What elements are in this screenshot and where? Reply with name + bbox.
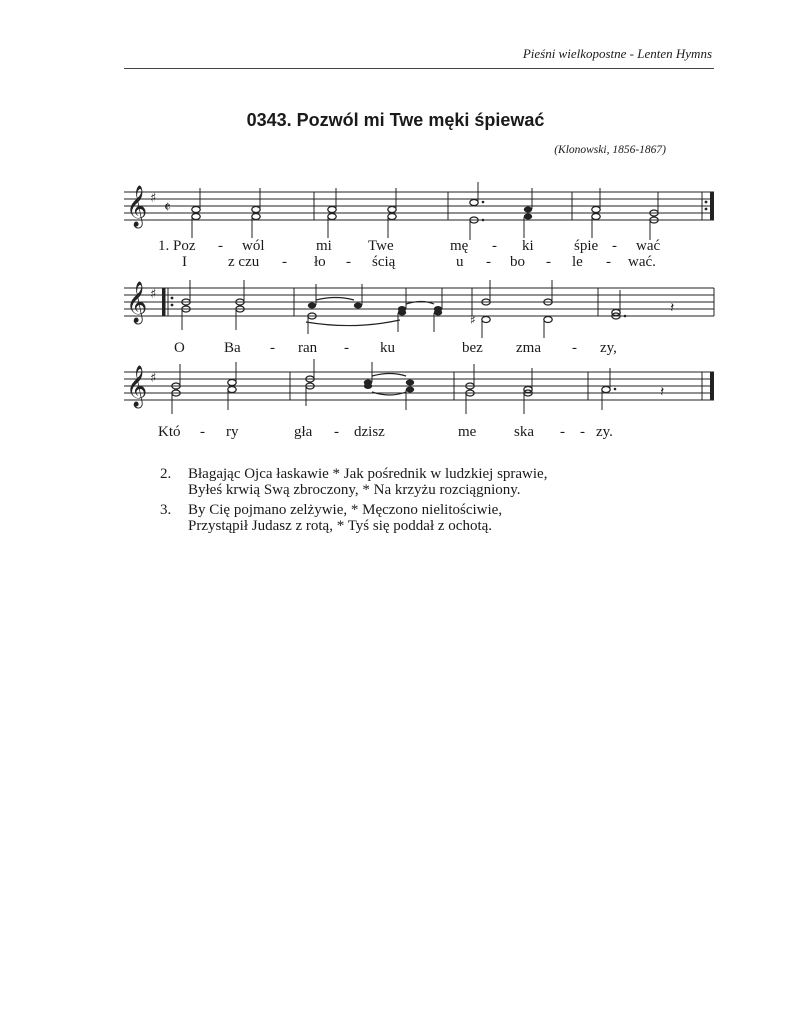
- lyric-hyphen: -: [560, 424, 565, 440]
- lyric-hyphen: -: [344, 340, 349, 356]
- lyric-syllable: Twe: [368, 238, 394, 254]
- staff-notation-1: [124, 182, 716, 262]
- lyric-hyphen: -: [486, 254, 491, 270]
- lyric-syllable: bez: [462, 340, 483, 356]
- music-system-1: [124, 182, 716, 262]
- verse-line: Przystąpił Judasz z rotą, * Tyś się poddał z ochotą.: [188, 518, 493, 534]
- sharp-icon: ♯: [150, 287, 157, 302]
- hymn-title: 0343. Pozwól mi Twe męki śpiewać: [246, 110, 545, 130]
- lyric-syllable: zy,: [600, 340, 617, 356]
- lyric-hyphen: -: [612, 238, 617, 254]
- lyric-hyphen: -: [346, 254, 351, 270]
- treble-clef-icon: 𝄞: [126, 186, 148, 227]
- lyric-syllable: u: [456, 254, 464, 270]
- lyric-hyphen: -: [606, 254, 611, 270]
- staff-notation-3: [124, 362, 716, 442]
- lyric-syllable: Któ: [158, 424, 181, 440]
- sharp-icon: ♯: [150, 371, 157, 386]
- lyric-syllable: ku: [380, 340, 395, 356]
- lyric-syllable: ki: [522, 238, 534, 254]
- verse-line: Błagając Ojca łaskawie * Jak pośrednik w ludzkiej sprawie,: [188, 466, 548, 482]
- lyric-syllable: wać: [636, 238, 661, 254]
- verse-number: 2.: [160, 466, 172, 482]
- lyric-hyphen: -: [546, 254, 551, 270]
- music-system-2: [124, 278, 716, 358]
- verse-2: [160, 466, 547, 498]
- verse-line: By Cię pojmano zelżywie, * Męczono nielitościwie,: [188, 502, 503, 518]
- lyric-hyphen: -: [282, 254, 287, 270]
- verse-3: [160, 502, 547, 534]
- lyric-syllable: ło: [314, 254, 326, 270]
- lyric-syllable: gła: [294, 424, 313, 440]
- running-header: [124, 44, 714, 69]
- lyric-syllable: ran: [298, 340, 318, 356]
- verse-line: Byłeś krwią Swą zbroczony, * Na krzyżu rozciągniony.: [188, 482, 521, 498]
- lyric-hyphen: -: [580, 424, 585, 440]
- verse-number: 3.: [160, 502, 172, 518]
- treble-clef-icon: 𝄞: [126, 282, 148, 323]
- lyric-syllable: wać.: [628, 254, 656, 270]
- additional-verses: [160, 466, 547, 538]
- staff-notation-2: [124, 278, 716, 358]
- lyric-syllable: zma: [516, 340, 541, 356]
- lyric-hyphen: -: [572, 340, 577, 356]
- lyric-syllable: I: [182, 254, 187, 270]
- lyric-syllable: Ba: [224, 340, 241, 356]
- treble-clef-icon: 𝄞: [126, 366, 148, 407]
- lyric-syllable: dzisz: [354, 424, 385, 440]
- lyric-syllable: z czu: [228, 254, 260, 270]
- lyric-syllable: śpie: [574, 238, 599, 254]
- lyric-syllable: bo: [510, 254, 525, 270]
- lyric-hyphen: -: [334, 424, 339, 440]
- sharp-icon: ♯: [150, 191, 157, 206]
- lyric-syllable: ry: [226, 424, 239, 440]
- lyric-syllable: ścią: [372, 254, 396, 270]
- lyric-syllable: zy.: [596, 424, 613, 440]
- lyric-hyphen: -: [218, 238, 223, 254]
- lyric-hyphen: -: [200, 424, 205, 440]
- music-system-3: [124, 362, 716, 442]
- quarter-rest-icon: 𝄽: [670, 300, 675, 316]
- lyric-syllable: O: [174, 340, 185, 356]
- composer-credit: (Klonowski, 1856-1867): [554, 144, 666, 156]
- lyric-syllable: me: [458, 424, 477, 440]
- lyric-syllable: le: [572, 254, 583, 270]
- running-title: Pieśni wielkopostne - Lenten Hymns: [522, 46, 712, 61]
- lyric-syllable: wól: [242, 238, 265, 254]
- cut-time-icon: 𝄵: [164, 198, 171, 216]
- lyric-syllable: mę: [450, 238, 469, 254]
- lyric-syllable: ska: [514, 424, 534, 440]
- sharp-icon: ♯: [470, 313, 476, 327]
- lyric-hyphen: -: [492, 238, 497, 254]
- lyric-hyphen: -: [270, 340, 275, 356]
- quarter-rest-icon: 𝄽: [660, 384, 665, 400]
- lyric-syllable: 1. Poz: [158, 238, 196, 254]
- lyric-syllable: mi: [316, 238, 332, 254]
